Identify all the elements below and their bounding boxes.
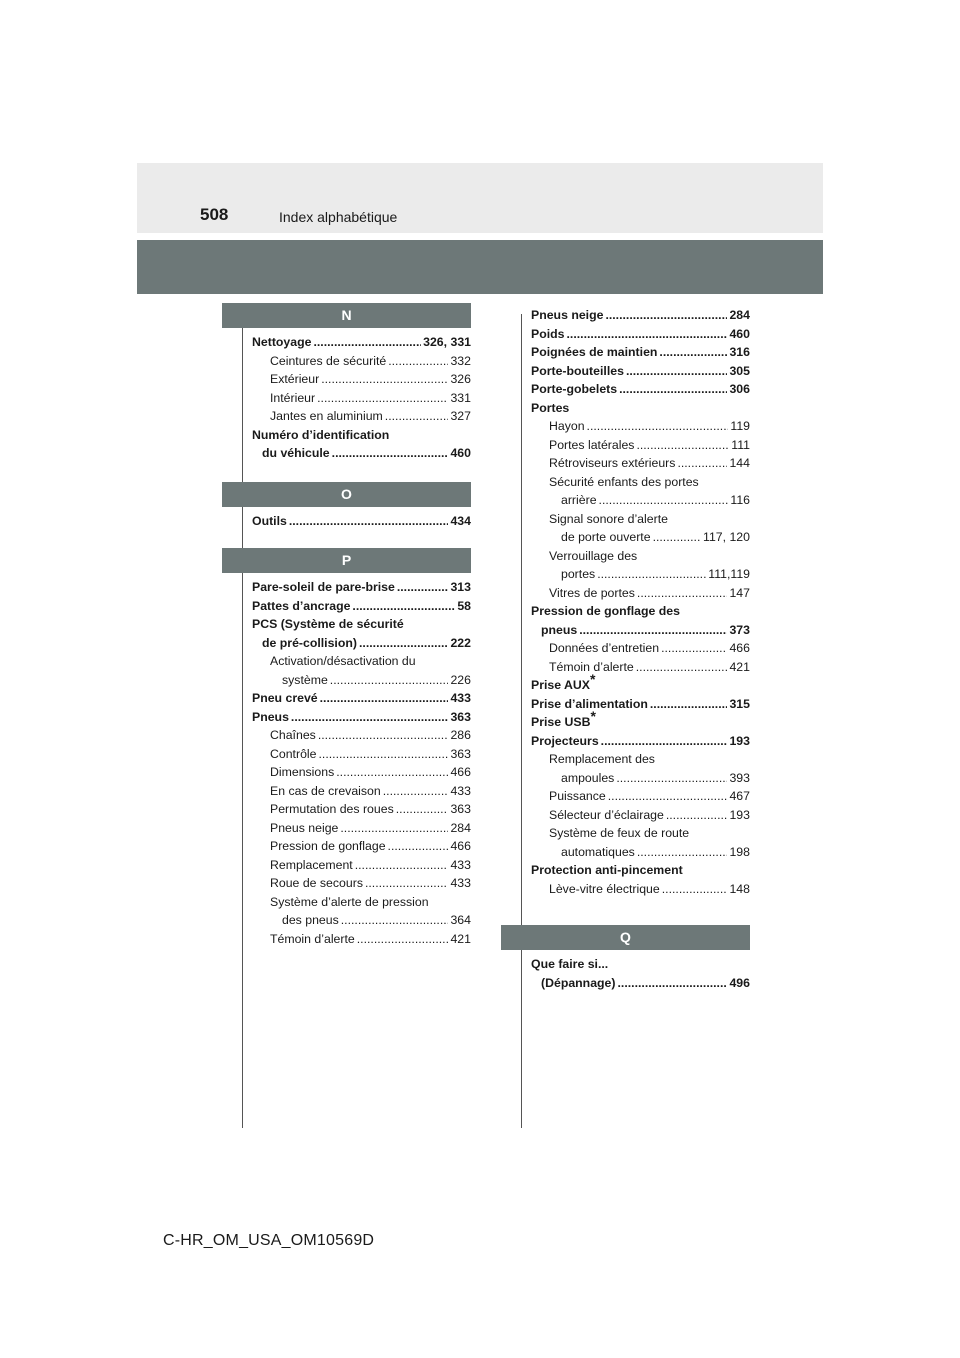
index-subentry: Dimensions ..... 466 [252,763,471,782]
index-subentry: Pneus neige ..... 284 [252,819,471,838]
index-subentry: Témoin d’alerte ..... 421 [531,658,750,677]
index-entry: Pneus ..... 363 [252,708,471,727]
index-entry-continued: de pré-collision) ..... 222 [252,634,471,653]
index-subentry-continued: système ..... 226 [252,671,471,690]
header-band [137,163,823,233]
index-subentry: Intérieur ..... 331 [252,389,471,408]
index-entry: Prise USB* [531,707,596,729]
index-entry: Porte-bouteilles ..... 305 [531,362,750,381]
section-title: Index alphabétique [279,209,398,225]
index-subentry-continued: des pneus ..... 364 [252,911,471,930]
right-column-rule [521,314,522,1128]
index-subentry: Activation/désactivation du [270,654,416,668]
index-subentry: Roue de secours ..... 433 [252,874,471,893]
index-entry-continued: pneus ..... 373 [531,621,750,640]
index-entry: PCS (Système de sécurité [252,617,404,631]
letter-heading-q: Q [501,925,750,950]
index-subentry: Chaînes ..... 286 [252,726,471,745]
index-subentry: Sélecteur d’éclairage ..... 193 [531,806,750,825]
page-number: 508 [200,205,229,224]
index-entry: Outils ..... 434 [252,512,471,531]
letter-heading-p: P [222,548,471,573]
document-code: C-HR_OM_USA_OM10569D [163,1232,375,1249]
right-column [531,306,750,992]
index-entry: Pression de gonflage des [531,604,680,618]
index-subentry: Extérieur ..... 326 [252,370,471,389]
left-column [252,303,471,948]
index-entry: Que faire si... [531,957,609,971]
index-entry: Pattes d’ancrage ..... 58 [252,597,471,616]
index-subentry: Remplacement des [549,752,655,766]
index-entry: Pneu crevé ..... 433 [252,689,471,708]
index-subentry: Hayon ..... 119 [531,417,750,436]
index-subentry-continued: ampoules ..... 393 [531,769,750,788]
index-entry: Prise AUX* [531,670,596,692]
asterisk-mark: * [590,670,596,687]
index-entry: Protection anti-pincement [531,863,683,877]
index-subentry: Contrôle ..... 363 [252,745,471,764]
index-entry: Numéro d’identification [252,427,390,442]
index-subentry: Pression de gonflage ..... 466 [252,837,471,856]
index-subentry: Lève-vitre électrique ..... 148 [531,880,750,899]
index-subentry-continued: automatiques ..... 198 [531,843,750,862]
index-subentry: Puissance ..... 467 [531,787,750,806]
index-subentry: Sécurité enfants des portes [549,474,699,489]
index-subentry: En cas de crevaison ..... 433 [252,782,471,801]
index-entry: Projecteurs ..... 193 [531,732,750,751]
index-entry: Porte-gobelets ..... 306 [531,380,750,399]
asterisk-mark: * [590,707,596,724]
index-subentry: Verrouillage des [549,548,638,563]
index-subentry: Système de feux de route [549,826,690,840]
index-subentry: Vitres de portes ..... 147 [531,584,750,603]
index-entry: Pneus neige ..... 284 [531,306,750,325]
index-subentry: Système d’alerte de pression [270,894,429,909]
index-subentry: Jantes en aluminium ..... 327 [252,407,471,426]
index-entry-continued: (Dépannage) ..... 496 [531,974,750,993]
index-entry: Poids ..... 460 [531,325,750,344]
index-subentry: Rétroviseurs extérieurs ..... 144 [531,454,750,473]
index-subentry-continued: portes ..... 111,119 [531,565,750,584]
index-subentry: Ceintures de sécurité ..... 332 [252,352,471,371]
index-subentry: Permutation des roues ..... 363 [252,800,471,819]
letter-heading-n: N [222,303,471,328]
left-column-rule [242,314,243,1128]
index-subentry: Données d’entretien ..... 466 [531,639,750,658]
index-subentry-continued: arrière ..... 116 [531,491,750,510]
index-subentry-continued: de porte ouverte ..... 117, 120 [531,528,750,547]
index-entry-continued: du véhicule ..... 460 [252,444,471,463]
index-entry: Portes [531,400,570,415]
index-subentry: Signal sonore d’alerte [549,511,668,526]
letter-heading-o: O [222,482,471,507]
index-entry: Nettoyage ..... 326, 331 [252,333,471,352]
index-subentry: Portes latérales ..... 111 [531,436,750,455]
header-gray-bar [137,240,823,294]
index-entry: Prise d’alimentation ..... 315 [531,695,750,714]
index-entry: Pare-soleil de pare-brise ..... 313 [252,578,471,597]
index-subentry: Remplacement ..... 433 [252,856,471,875]
index-subentry: Témoin d’alerte ..... 421 [252,930,471,949]
index-entry: Poignées de maintien ..... 316 [531,343,750,362]
